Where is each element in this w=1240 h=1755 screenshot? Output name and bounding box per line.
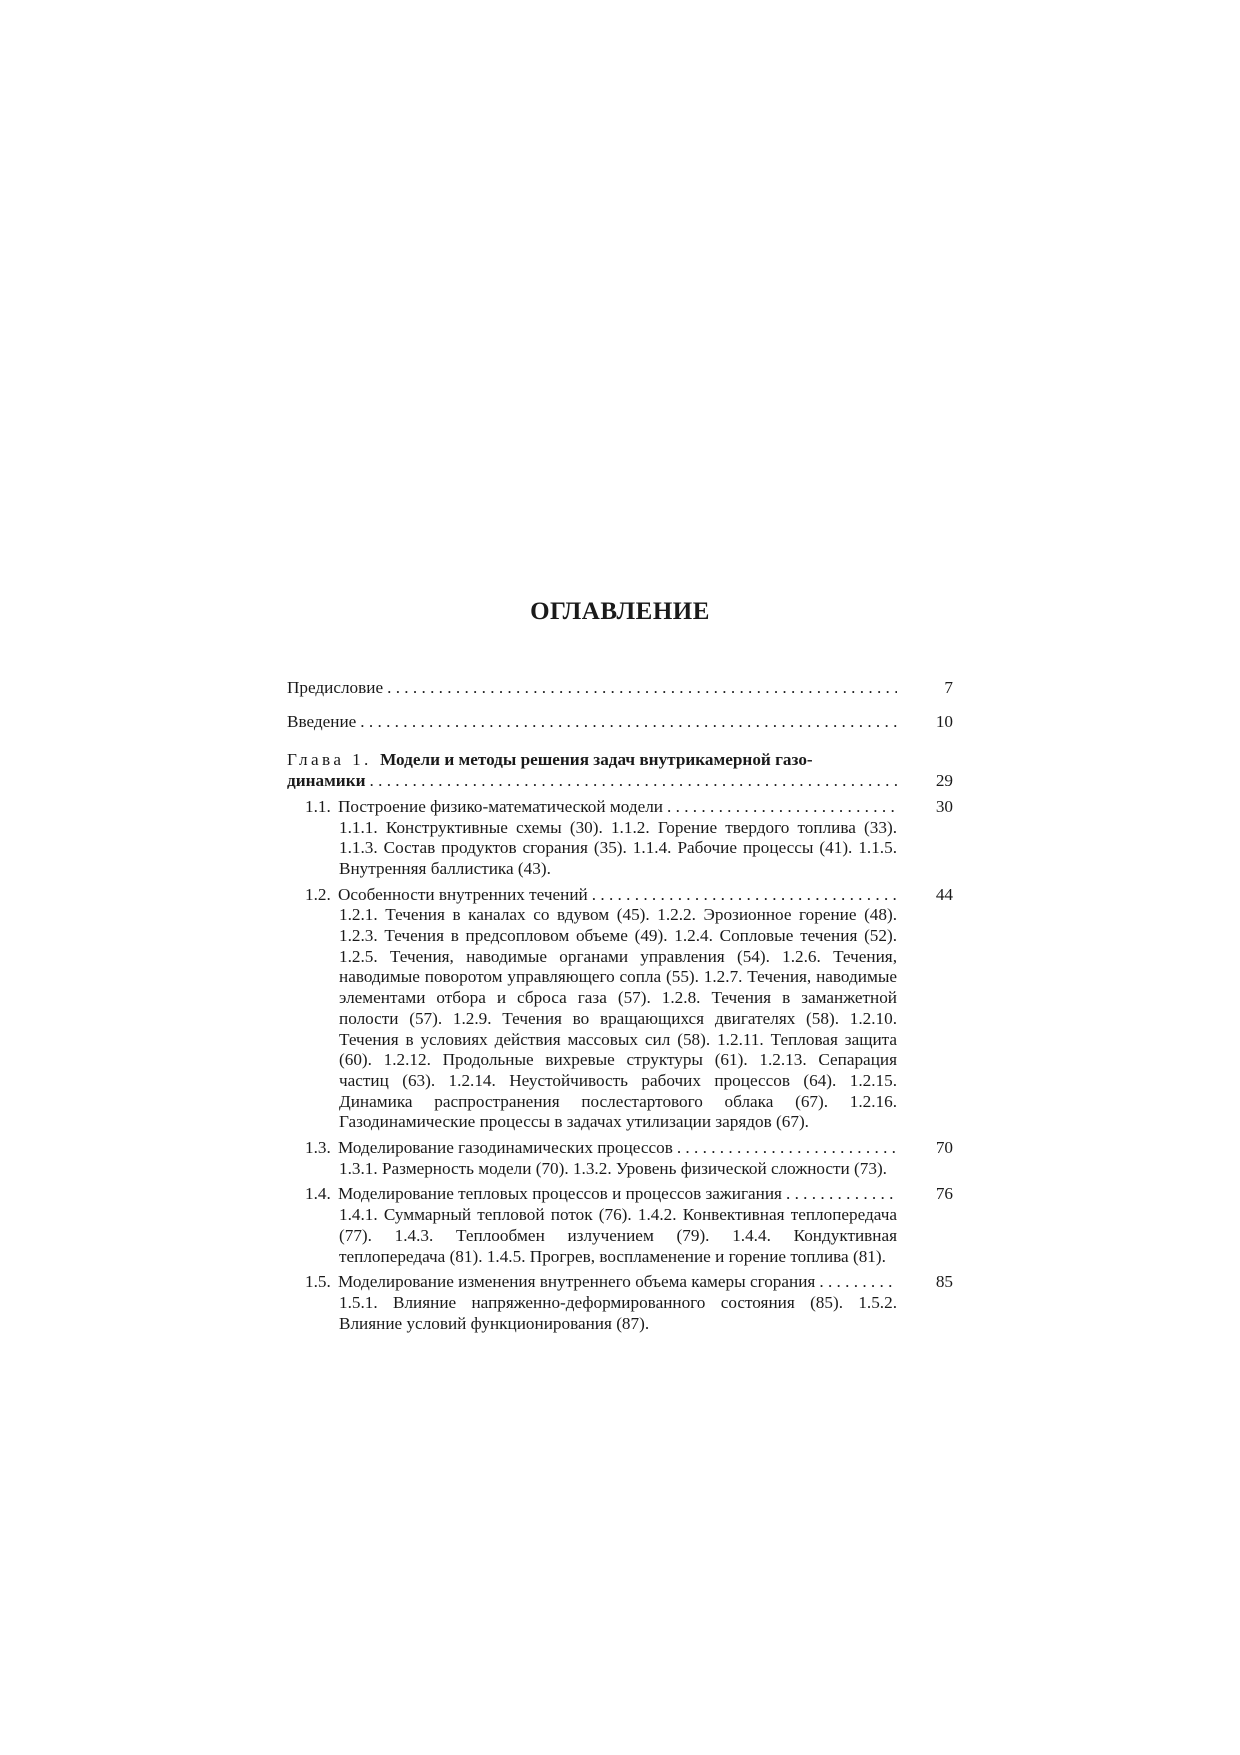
toc-entry-preface[interactable] — [287, 678, 953, 699]
section-title: Построение физико-математической модели — [338, 796, 663, 816]
section-number: 1.4. — [305, 1184, 331, 1204]
section-number: 1.1. — [305, 796, 331, 816]
toc-section-1-3[interactable] — [305, 1138, 953, 1179]
toc-section-1-5[interactable] — [305, 1272, 953, 1334]
page-title: ОГЛАВЛЕНИЕ — [530, 598, 710, 625]
toc-page-number: 7 — [944, 678, 953, 697]
section-title: Моделирование тепловых процессов и процессов зажигания — [338, 1184, 782, 1204]
section-number: 1.3. — [305, 1138, 331, 1158]
dot-leader — [673, 1138, 897, 1159]
dot-leader — [663, 797, 897, 818]
toc-page-number: 44 — [935, 884, 953, 904]
toc-section-1-2[interactable] — [305, 885, 953, 1133]
toc-section-1-4[interactable] — [305, 1184, 953, 1267]
toc-entry-title: Введение — [287, 711, 357, 731]
section-title: Моделирование изменения внутреннего объема камеры сгорания — [338, 1272, 816, 1292]
chapter-title-continuation: динамики — [287, 771, 366, 791]
subsection-list: 1.4.1. Суммарный тепловой поток (76). 1.4.2. Конвективная теплопередача (77). 1.4.3. Теплообмен излучением (79). 1.4.4. Кондуктивная теплопередача (81). 1.4.5. Прогрев, воспламенение и горение топлива (81). — [339, 1205, 897, 1266]
section-title: Особенности внутренних течений — [338, 884, 588, 904]
dot-leader — [383, 678, 897, 699]
subsection-list: 1.5.1. Влияние напряженно-деформированного состояния (85). 1.5.2. Влияние условий функционирования (87). — [339, 1292, 897, 1333]
toc-section-1-1[interactable] — [305, 797, 953, 880]
section-title: Моделирование газодинамических процессов — [338, 1138, 673, 1158]
table-of-contents — [287, 678, 953, 1334]
toc-page-number: 30 — [935, 796, 953, 816]
subsection-list: 1.1.1. Конструктивные схемы (30). 1.1.2. Горение твердого топлива (33). 1.1.3. Состав продуктов сгорания (35). 1.1.4. Рабочие процессы (41). 1.1.5. Внутренняя баллистика (43). — [339, 817, 897, 878]
chapter-title: Модели и методы решения задач внутрикамерной газо- — [380, 750, 813, 770]
subsection-list: 1.3.1. Размерность модели (70). 1.3.2. Уровень физической сложности (73). — [339, 1158, 887, 1178]
toc-page-number: 29 — [935, 771, 953, 791]
toc-entry-title: Предисловие — [287, 678, 384, 697]
section-number: 1.5. — [305, 1272, 331, 1292]
toc-page-number: 10 — [935, 711, 953, 731]
dot-leader — [588, 885, 897, 906]
dot-leader — [356, 712, 897, 733]
subsection-list: 1.2.1. Течения в каналах со вдувом (45). 1.2.2. Эрозионное горение (48). 1.2.3. Течения в предсопловом объеме (49). 1.2.4. Сопловые течения (52). 1.2.5. Течения, наводимые органами управления (54). 1.2.6. Течения, наводимые поворотом управляющего сопла (55). 1.2.7. Течения, наводимые элементами отбора и сброса газа (57). 1.2.8. Течения в заманжетной полости (57). 1.2.9. Течения во вращающихся двигателях (58). 1.2.10. Течения в условиях действия массовых сил (58). 1.2.11. Тепловая защита (60). 1.2.12. Продольные вихревые структуры (61). 1.2.13. Сепарация частиц (63). 1.2.14. Неустойчивость рабочих процессов (64). 1.2.15. Динамика распространения послестартового облака (67). 1.2.16. Газодинамические процессы в задачах утилизации зарядов (67). — [339, 905, 897, 1132]
toc-page-number: 85 — [935, 1272, 953, 1292]
chapter-prefix: Глава 1. — [287, 750, 372, 770]
toc-entry-chapter-1[interactable] — [287, 750, 953, 791]
dot-leader — [815, 1272, 897, 1293]
dot-leader — [366, 771, 897, 792]
toc-page-number: 76 — [935, 1184, 953, 1204]
dot-leader — [782, 1184, 897, 1205]
toc-entry-introduction[interactable] — [287, 712, 953, 733]
section-number: 1.2. — [305, 884, 331, 904]
toc-page-number: 70 — [935, 1138, 953, 1158]
